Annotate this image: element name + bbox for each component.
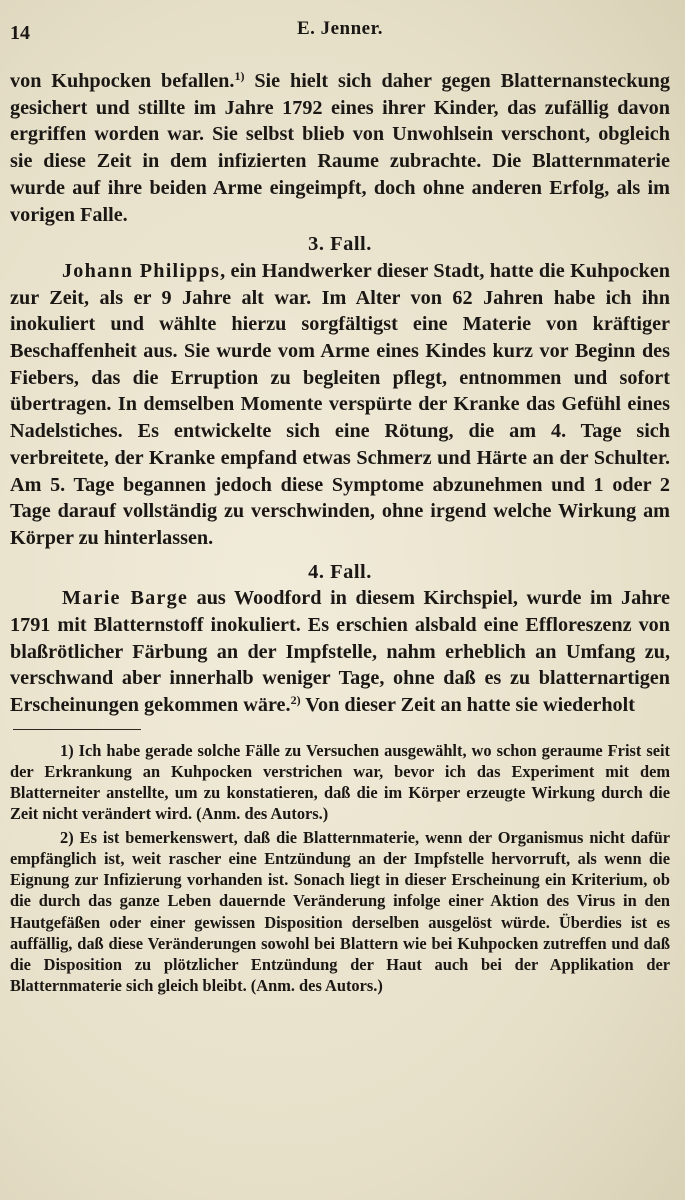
main-text xyxy=(10,68,670,719)
case-2-text-start: von Kuhpocken befallen. xyxy=(10,70,235,92)
page-header xyxy=(10,16,670,46)
case-2-conclusion xyxy=(10,68,670,228)
case-2-text-rest: Sie hielt sich daher gegen Blatternansteckung gesichert und stillte im Jahre 1792 eines ihrer Kinder, das zufällig davon ergriffen worden war. Sie selbst blieb von Unwohlsein verschont, obgleich sie diese Zeit in dem infizierten Raume zubrachte. Die Blatternmaterie wurde auf ihre beiden Arme eingeimpft, doch ohne anderen Erfolg, als im vorigen Falle. xyxy=(10,70,670,226)
case-3-paragraph xyxy=(10,258,670,552)
case-3-heading: 3. Fall. xyxy=(308,233,372,256)
case-3-text: , ein Handwerker dieser Stadt, hatte die Kuhpocken zur Zeit, als er 9 Jahre alt war. Im Alter von 62 Jahren habe ich ihn inokuliert und wählte hierzu sorgfältigst eine Materie von kräftiger Beschaffenheit aus. Sie wurde vom Arme eines Kindes kurz vor Beginn des Fiebers, das die Erruption zu begleiten pflegt, entnommen und sofort übertragen. In demselben Momente verspürte der Kranke das Gefühl eines Nadelstiches. Es entwickelte sich eine Rötung, die am 4. Tage sich verbreitete, der Kranke empfand etwas Schmerz und Härte an der Schulter. Am 5. Tage begannen jedoch diese Symptome abzunehmen und 1 oder 2 Tage darauf vollständig zu verschwinden, ohne irgend welche Wirkung am Körper zu hinterlassen. xyxy=(10,259,670,549)
running-head: E. Jenner. xyxy=(296,18,384,39)
case-4-text-rest: Von dieser Zeit an hatte sie wiederholt xyxy=(300,694,635,717)
case-4-paragraph xyxy=(10,585,670,719)
footnote-1: 1) Ich habe gerade solche Fälle zu Versuchen ausgewählt, wo schon geraume Frist seit der Erkrankung an Kuhpocken verstrichen war, bevor ich das Experiment mit dem Blatterneiter anstellte, um zu konstatieren, daß die im Körper erzeugte Wirkung durch die Zeit nicht verändert wird. (Anm. des Autors.) xyxy=(10,740,670,824)
book-page xyxy=(10,16,670,996)
footnote-ref-2: 2) xyxy=(290,693,301,708)
case-3-patient-name: Johann Philipps xyxy=(62,259,221,282)
footnote-2: 2) Es ist bemerkenswert, daß die Blatternmaterie, wenn der Organismus nicht dafür empfänglich ist, weit rascher eine Entzündung an der Impfstelle hervorruft, als wenn die Eignung zur Infizierung vorhanden ist. Sonach liegt in dieser Erscheinung ein Kriterium, ob die durch das ganze Leben dauernde Veränderung infolge einer Aktion des Virus in den Hautgefäßen oder einer gewissen Disposition derselben ausgelöst würde. Überdies ist es auffällig, daß diese Veränderungen sowohl bei Blattern wie bei Kuhpocken zutreffen und daß die Disposition zu plötzlicher Entzündung der Haut auch bei der Applikation der Blatternmaterie sich gleich bleibt. (Anm. des Autors.) xyxy=(10,827,670,996)
footnotes xyxy=(10,740,670,996)
case-4-patient-name: Marie Barge xyxy=(62,587,189,610)
footnote-separator xyxy=(13,729,141,730)
case-4-heading: 4. Fall. xyxy=(308,560,372,583)
footnote-ref-1: 1) xyxy=(234,69,245,83)
case-4-text: aus Woodford in diesem Kirchspiel, wurde im Jahre 1791 mit Blatternstoff inokuliert. Es erschien alsbald eine Effloreszenz von blaßrötlicher Färbung an der Impfstelle, nahm erheblich an Umfang zu, verschwand aber innerhalb weniger Tage, ohne daß es zu blatternartigen Erscheinungen gekommen wäre. xyxy=(10,587,670,717)
page-number: 14 xyxy=(10,22,30,44)
